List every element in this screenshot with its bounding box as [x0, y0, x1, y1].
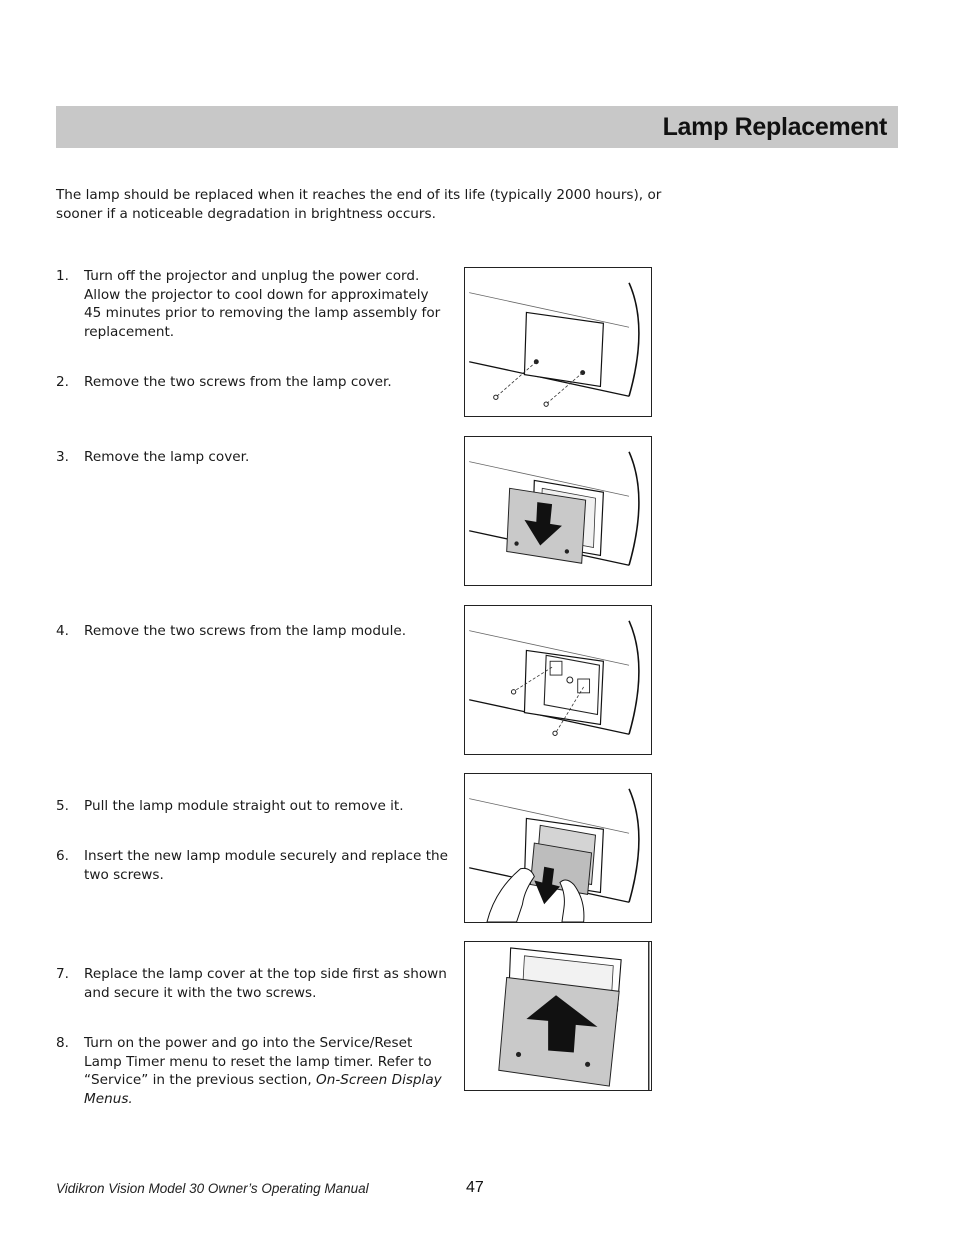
- menu-reference: On-Screen Display Menus.: [84, 1072, 442, 1107]
- step-4: [56, 622, 448, 641]
- projector-illustration: [465, 942, 651, 1090]
- step-number: 3.: [56, 449, 69, 465]
- step-7: [56, 965, 448, 1002]
- step-6: [56, 847, 448, 884]
- step-text: Turn off the projector and unplug the power cord. Allow the projector to cool down for approximately 45 minutes prior to removing the lamp assembly for replacement.: [84, 268, 441, 340]
- step-text: Replace the lamp cover at the top side first as shown and secure it with the two screws.: [84, 966, 447, 1001]
- step-number: 2.: [56, 374, 69, 390]
- page-number: 47: [466, 1179, 484, 1196]
- step-number: 8.: [56, 1035, 69, 1051]
- step-8: [56, 1034, 448, 1108]
- title-bar: [56, 106, 898, 148]
- figure-replace-cover: [464, 941, 652, 1091]
- figure-remove-cover-screws: [464, 267, 652, 417]
- figure-remove-cover: [464, 436, 652, 586]
- footer-manual-title: Vidikron Vision Model 30 Owner’s Operating Manual: [56, 1181, 369, 1196]
- step-number: 4.: [56, 623, 69, 639]
- page-title: Lamp Replacement: [662, 113, 887, 141]
- step-5: [56, 797, 448, 816]
- step-text-main: Turn on the power and go into the Service/Reset Lamp Timer menu to reset the lamp timer. Refer to “Service” in the previous section,: [84, 1035, 432, 1089]
- step-number: 5.: [56, 798, 69, 814]
- step-text: Remove the two screws from the lamp module.: [84, 623, 407, 639]
- step-1: [56, 267, 448, 341]
- step-3: [56, 448, 448, 467]
- step-2: [56, 373, 448, 392]
- step-text: Remove the two screws from the lamp cover.: [84, 374, 392, 390]
- step-number: 7.: [56, 966, 69, 982]
- projector-illustration: [465, 606, 651, 754]
- step-text: Insert the new lamp module securely and replace the two screws.: [84, 848, 449, 883]
- step-text: Remove the lamp cover.: [84, 449, 250, 465]
- projector-illustration: [465, 437, 651, 585]
- figure-pull-lamp-module: [464, 773, 652, 923]
- projector-illustration: [465, 774, 651, 922]
- figure-remove-module-screws: [464, 605, 652, 755]
- step-text: [84, 1034, 448, 1108]
- step-number: 1.: [56, 268, 69, 284]
- intro-paragraph: The lamp should be replaced when it reaches the end of its life (typically 2000 hours), or sooner if a noticeable degradation in brightness occurs.: [56, 187, 662, 222]
- step-number: 6.: [56, 848, 69, 864]
- step-text: Pull the lamp module straight out to remove it.: [84, 798, 404, 814]
- projector-illustration: [465, 268, 651, 416]
